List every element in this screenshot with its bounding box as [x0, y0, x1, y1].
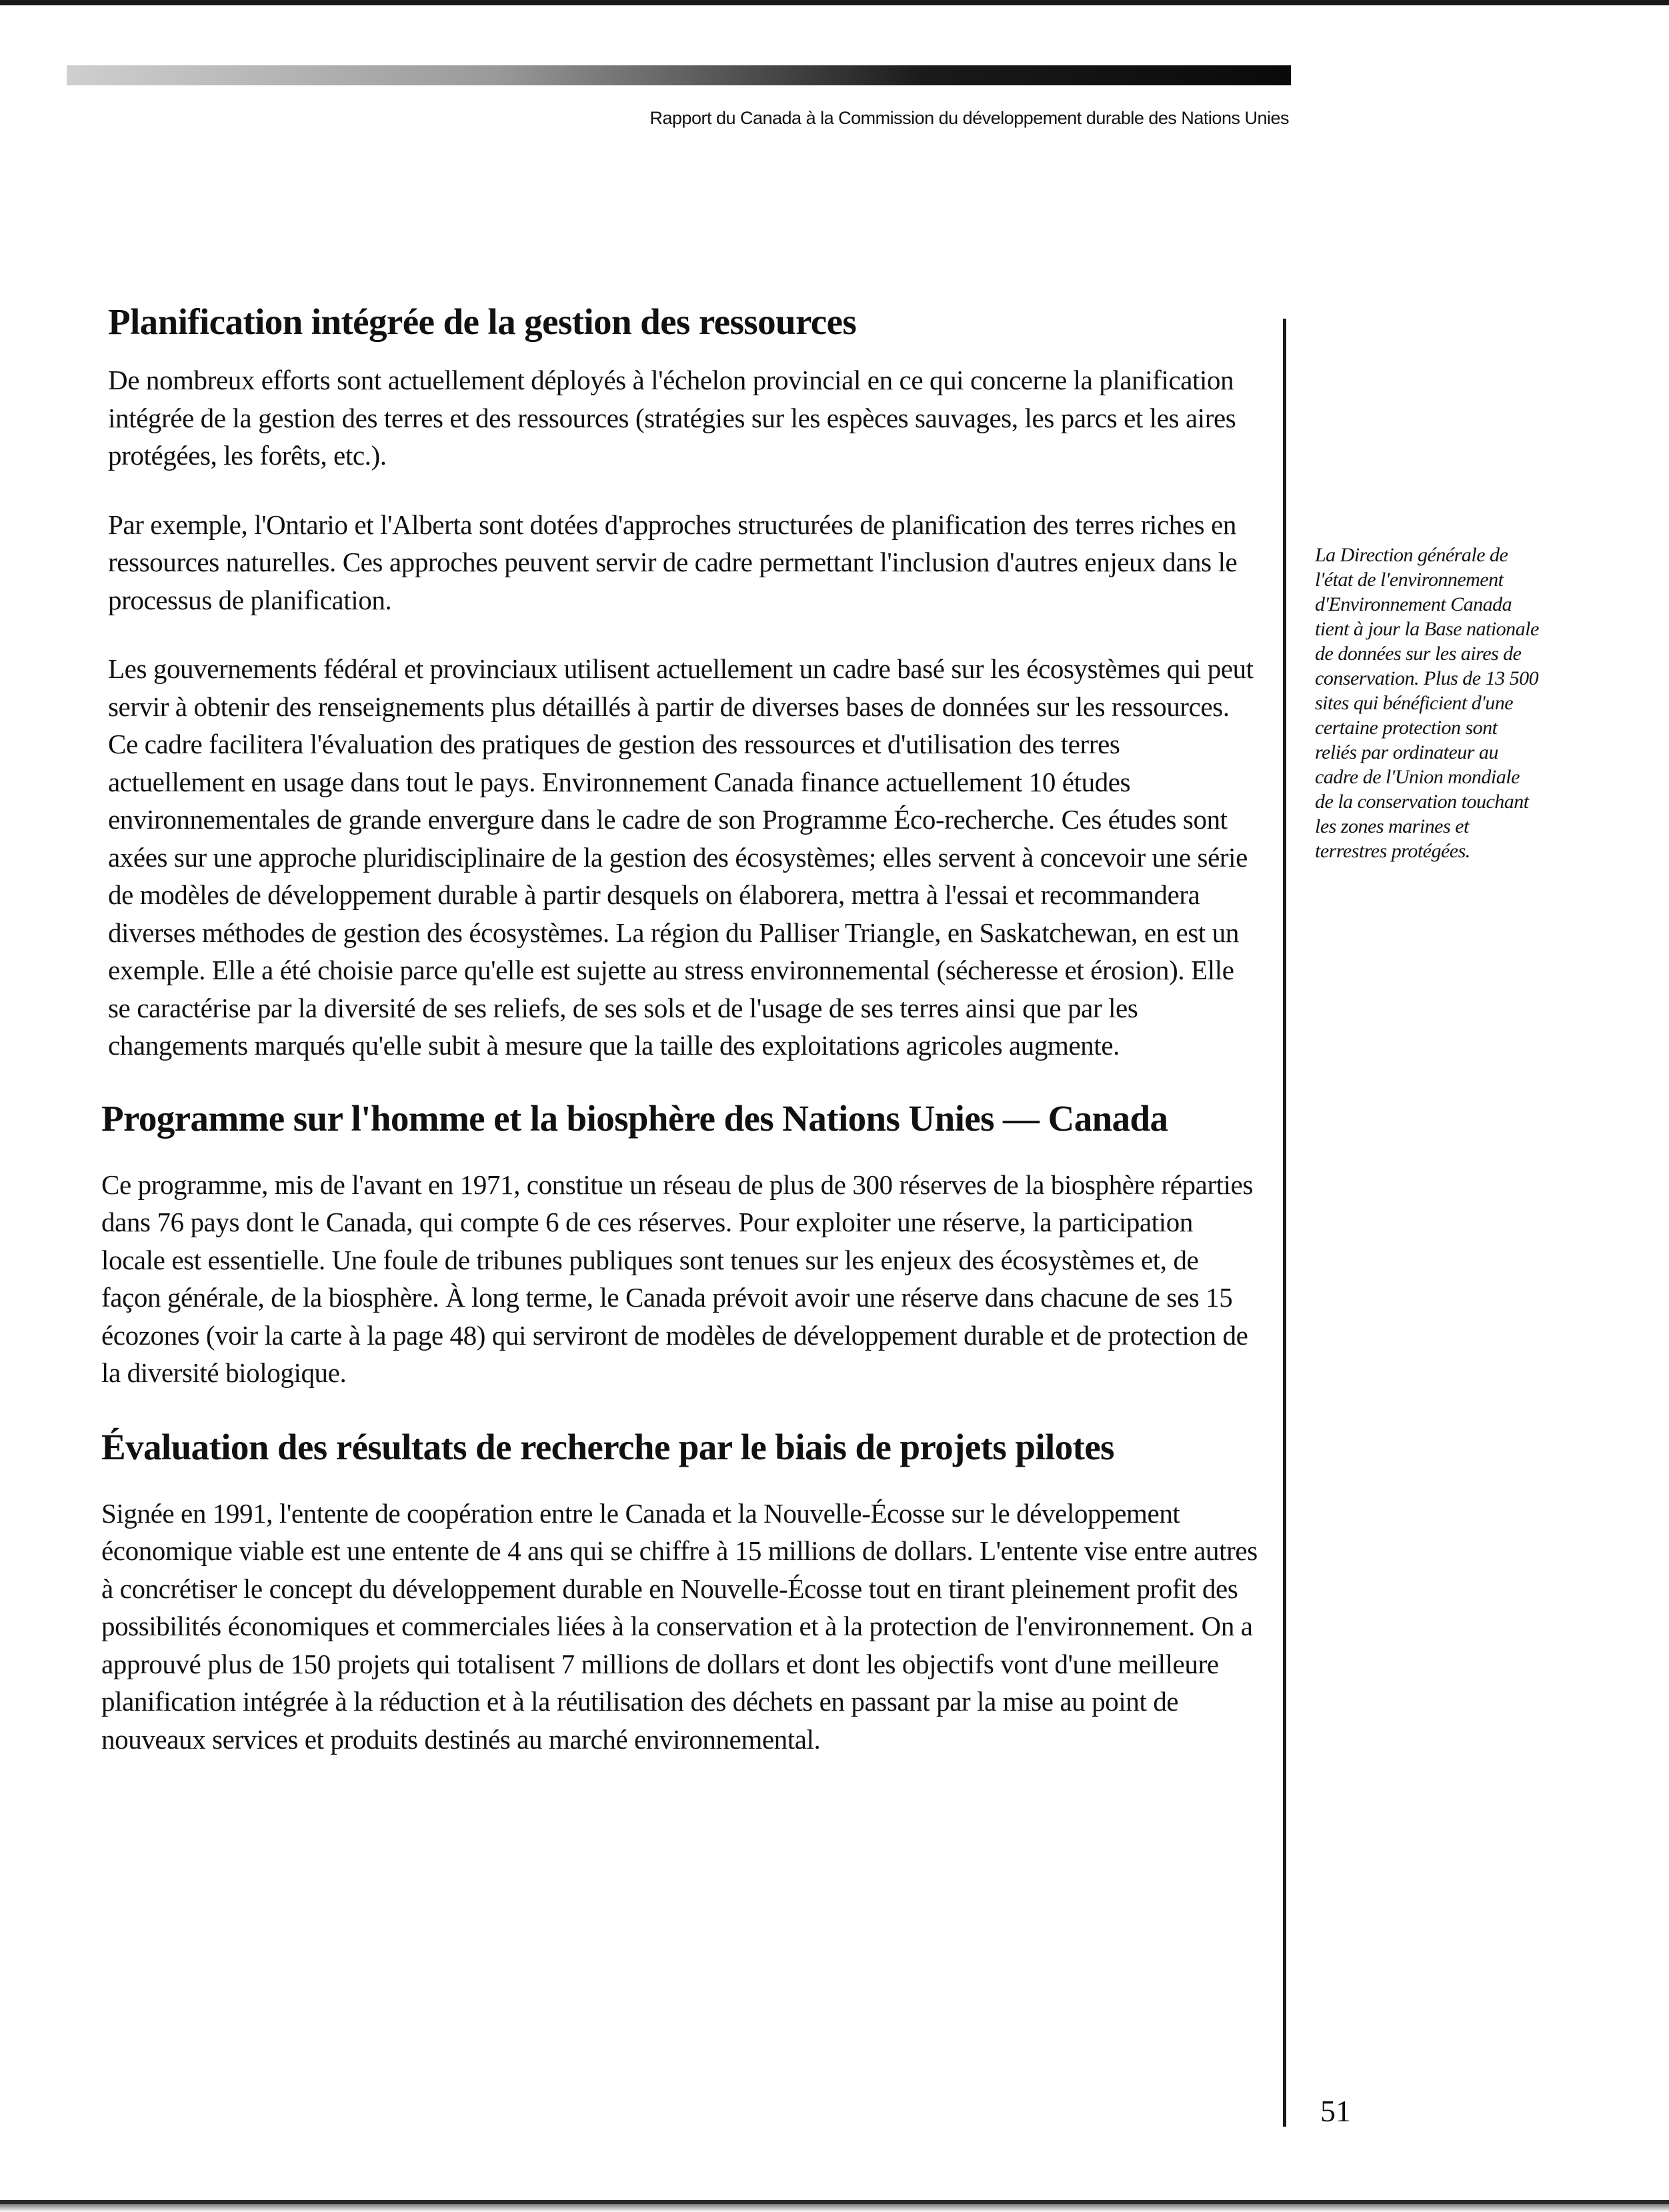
section-title-planification: Planification intégrée de la gestion des ressources — [108, 301, 857, 342]
section-title-evaluation: Évaluation des résultats de recherche par le biais de projets pilotes — [101, 1426, 1114, 1467]
page-bottom-border — [0, 2197, 1669, 2212]
page-top-border — [0, 0, 1669, 5]
paragraph: De nombreux efforts sont actuellement déployés à l'échelon provincial en ce qui concerne la planification intégrée de la gestion des terres et des ressources (stratégies sur les espèces sauvages, les parcs et les aires protégées, les forêts, etc.). — [108, 365, 1236, 471]
sidenote: La Direction générale de l'état de l'environnement d'Environnement Canada tient à jour la Base nationale de données sur les aires de conservation. Plus de 13 500 sites qui bénéficient d'une certaine protection sont reliés par ordinateur au cadre de l'Union mondiale de la conservation touchant les zones marines et terrestres protégées. — [1315, 544, 1539, 862]
paragraph: Les gouvernements fédéral et provinciaux utilisent actuellement un cadre basé sur les écosystèmes qui peut servir à obtenir des renseignements plus détaillés à partir de diverses bases de données sur les ressources. Ce cadre facilitera l'évaluation des pratiques de gestion des ressources et d'utilisation des terres actuellement en usage dans tout le pays. Environnement Canada finance actuellement 10 études environnementales de grande envergure dans le cadre de son Programme Éco-recherche. Ces études sont axées sur une approche pluridisciplinaire de la gestion des écosystèmes; elles servent à concevoir une série de modèles de développement durable à partir desquels on élaborera, mettra à l'essai et recommandera diverses méthodes de gestion des écosystèmes. La région du Palliser Triangle, en Saskatchewan, en est un exemple. Elle a été choisie parce qu'elle est sujette au stress environnemental (sécheresse et érosion). Elle se caractérise par la diversité de ses reliefs, de ses sols et de l'usage de ses terres ainsi que par les changements marqués qu'elle subit à mesure que la taille des exploitations agricoles augmente. — [108, 653, 1254, 1061]
running-header: Rapport du Canada à la Commission du développement durable des Nations Unies — [649, 108, 1289, 128]
section-title-biosphere: Programme sur l'homme et la biosphère des Nations Unies — Canada — [101, 1097, 1168, 1139]
main-column — [101, 301, 1262, 1789]
paragraph: Par exemple, l'Ontario et l'Alberta sont dotées d'approches structurées de planification des terres riches en ressources naturelles. Ces approches peuvent servir de cadre permettant l'inclusion d'autres enjeux dans le processus de planification. — [108, 509, 1238, 615]
margin-rule — [1283, 319, 1286, 2127]
page-number: 51 — [1320, 2094, 1351, 2128]
header-bar — [67, 65, 1291, 85]
paragraph: Ce programme, mis de l'avant en 1971, constitue un réseau de plus de 300 réserves de la biosphère réparties dans 76 pays dont le Canada, qui compte 6 de ces réserves. Pour exploiter une réserve, la participation locale est essentielle. Une foule de tribunes publiques sont tenues sur les enjeux des écosystèmes et, de façon générale, de la biosphère. À long terme, le Canada prévoit avoir une réserve dans chacune de ses 15 écozones (voir la carte à la page 48) qui serviront de modèles de développement durable et de protection de la diversité biologique. — [101, 1169, 1254, 1388]
paragraph: Signée en 1991, l'entente de coopération entre le Canada et la Nouvelle-Écosse sur le développement économique viable est une entente de 4 ans qui se chiffre à 15 millions de dollars. L'entente vise entre autres à concrétiser le concept du développement durable en Nouvelle-Écosse tout en tirant pleinement profit des possibilités économiques et commerciales liées à la conservation et à la protection de l'environnement. On a approuvé plus de 150 projets qui totalisent 7 millions de dollars et dont les objectifs vont d'une meilleure planification intégrée à la réduction et à la réutilisation des déchets en passant par la mise au point de nouveaux services et produits destinés au marché environnemental. — [101, 1497, 1258, 1755]
